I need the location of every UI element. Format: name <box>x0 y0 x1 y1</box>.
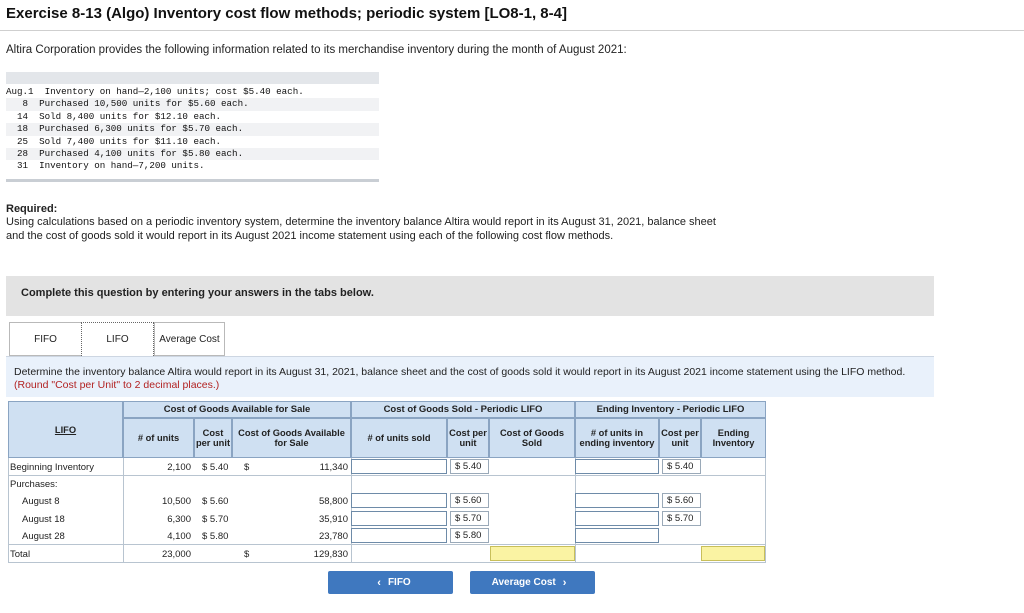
data-line: 14 Sold 8,400 units for $12.10 each. <box>6 110 222 122</box>
cost-per-unit-value: $ 5.40 <box>202 462 229 473</box>
rounding-note: (Round "Cost per Unit" to 2 decimal places.) <box>14 378 220 391</box>
data-line: 8 Purchased 10,500 units for $5.60 each. <box>6 98 379 110</box>
total-ending-inventory-input[interactable] <box>701 546 765 561</box>
data-box-bottom-band <box>6 179 379 182</box>
units-sold-input[interactable] <box>351 511 447 526</box>
ending-cost-per-unit-value: $ 5.60 <box>662 493 701 508</box>
row-divider <box>8 562 766 563</box>
col-divider <box>8 458 9 563</box>
dollar-sign: $ <box>244 462 250 473</box>
ending-units-input[interactable] <box>575 511 659 526</box>
col-header-cost-per-unit: Cost per unit <box>194 418 232 458</box>
sold-cost-per-unit-value: $ 5.60 <box>450 493 489 508</box>
table-row-header: LIFO <box>8 401 123 458</box>
total-cost-available-value: 129,830 <box>313 549 348 560</box>
transaction-data-box <box>6 72 379 182</box>
col-header-ending-inventory: Ending Inventory <box>701 418 766 458</box>
tab-fifo[interactable]: FIFO <box>9 322 81 356</box>
col-header-cost-available: Cost of Goods Available for Sale <box>232 418 351 458</box>
data-line: Aug.1 Inventory on hand—2,100 units; cost $5.40 each. <box>6 86 304 97</box>
data-line: 31 Inventory on hand—7,200 units. <box>6 160 205 172</box>
prev-tab-label: FIFO <box>387 577 411 588</box>
cost-available-value: 58,800 <box>318 496 348 507</box>
col-header-units: # of units <box>123 418 194 458</box>
chevron-left-icon: ‹ <box>377 576 381 589</box>
row-divider <box>8 475 766 476</box>
cost-available-value: 35,910 <box>318 514 348 525</box>
group-header-available: Cost of Goods Available for Sale <box>123 401 351 418</box>
required-heading: Required: <box>6 203 58 215</box>
row-label-august-18: August 18 <box>22 514 65 525</box>
col-divider <box>123 458 124 563</box>
cost-per-unit-value: $ 5.80 <box>202 531 229 542</box>
data-line: 28 Purchased 4,100 units for $5.80 each. <box>6 148 379 160</box>
ending-cost-per-unit-value: $ 5.70 <box>662 511 701 526</box>
col-header-units-sold: # of units sold <box>351 418 447 458</box>
col-header-cogs: Cost of Goods Sold <box>489 418 575 458</box>
row-label-beginning-inventory: Beginning Inventory <box>10 462 94 473</box>
ending-cost-per-unit-value: $ 5.40 <box>662 459 701 474</box>
group-header-cogs: Cost of Goods Sold - Periodic LIFO <box>351 401 575 418</box>
row-label-purchases: Purchases: <box>10 479 58 490</box>
intro-text: Altira Corporation provides the following information related to its merchandise inventory during the month of August 2021: <box>6 44 627 56</box>
data-box-top-band <box>6 72 379 84</box>
prev-tab-button[interactable] <box>328 571 453 594</box>
ending-units-input[interactable] <box>575 493 659 508</box>
tab-average-cost[interactable]: Average Cost <box>154 322 225 356</box>
instruction-body: Determine the inventory balance Altira would report in its August 31, 2021, balance sheet and the cost of goods sold it would report in its August 2021 income statement using the LIFO method. <box>14 366 906 378</box>
col-divider <box>765 458 766 563</box>
next-tab-button[interactable] <box>470 571 595 594</box>
cost-available-value: 23,780 <box>318 531 348 542</box>
units-sold-input[interactable] <box>351 528 447 543</box>
units-sold-input[interactable] <box>351 493 447 508</box>
row-divider <box>8 544 766 545</box>
ending-units-input[interactable] <box>575 528 659 543</box>
units-value: 2,100 <box>167 462 191 473</box>
sold-cost-per-unit-value: $ 5.40 <box>450 459 489 474</box>
exercise-title: Exercise 8-13 (Algo) Inventory cost flow methods; periodic system [LO8-1, 8-4] <box>6 5 567 22</box>
dollar-sign: $ <box>244 549 250 560</box>
cost-per-unit-value: $ 5.60 <box>202 496 229 507</box>
data-line: 25 Sold 7,400 units for $11.10 each. <box>6 135 222 147</box>
total-cogs-input[interactable] <box>490 546 575 561</box>
sold-cost-per-unit-value: $ 5.80 <box>450 528 489 543</box>
lifo-worksheet-table <box>8 401 766 563</box>
cost-per-unit-value: $ 5.70 <box>202 514 229 525</box>
row-label-total: Total <box>10 549 31 560</box>
chevron-right-icon: › <box>562 576 567 589</box>
group-header-ending-inventory: Ending Inventory - Periodic LIFO <box>575 401 766 418</box>
sold-cost-per-unit-value: $ 5.70 <box>450 511 489 526</box>
col-header-ending-cost-per-unit: Cost per unit <box>659 418 701 458</box>
tab-lifo[interactable]: LIFO <box>81 322 154 356</box>
instructions-banner-text: Complete this question by entering your answers in the tabs below. <box>21 287 374 299</box>
cost-available-value: 11,340 <box>319 462 348 473</box>
row-label-august-28: August 28 <box>22 531 65 542</box>
ending-units-input[interactable] <box>575 459 659 474</box>
units-value: 10,500 <box>161 496 191 507</box>
data-line: 18 Purchased 6,300 units for $5.70 each. <box>6 123 379 135</box>
row-label-august-8: August 8 <box>22 496 60 507</box>
col-header-sold-cost-per-unit: Cost per unit <box>447 418 489 458</box>
next-tab-label: Average Cost <box>491 577 556 588</box>
units-sold-input[interactable] <box>351 459 447 474</box>
col-header-units-ending: # of units in ending inventory <box>575 418 659 458</box>
units-value: 4,100 <box>167 531 191 542</box>
tab-instruction-text <box>14 366 929 391</box>
required-text: Using calculations based on a periodic inventory system, determine the inventory balance Altira would report in its August 31, 2021, balance sheet and the cost of goods sold it would report in its August 2021 income statement using each of the following cost flow methods. <box>6 216 716 242</box>
total-units-value: 23,000 <box>161 549 191 560</box>
units-value: 6,300 <box>167 514 191 525</box>
title-divider <box>0 30 1024 31</box>
